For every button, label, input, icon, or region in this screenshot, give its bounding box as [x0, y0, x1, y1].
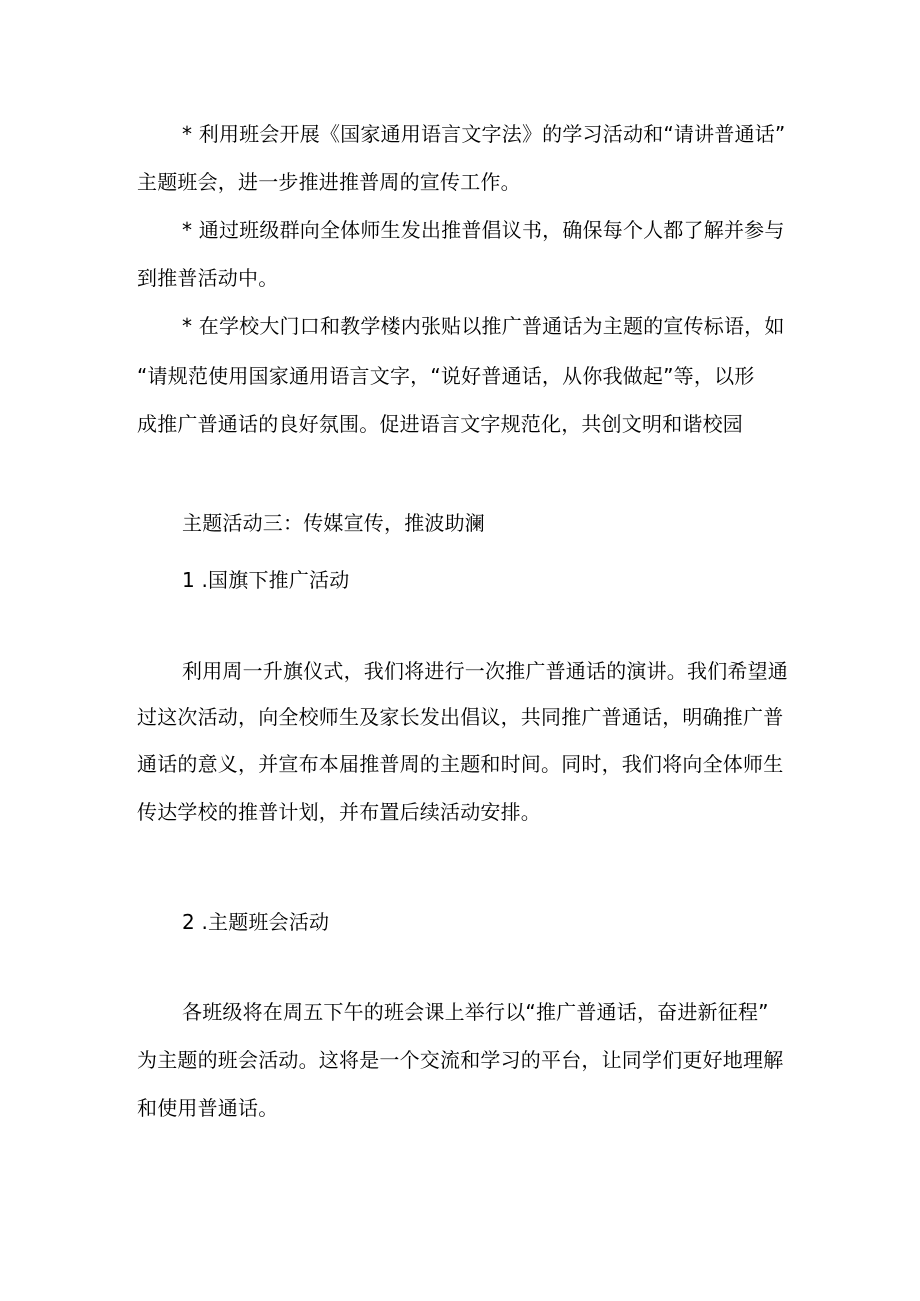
bullet-3-line-2: “请规范使用国家通用语言文字，“说好普通话，从你我做起”等，以形: [137, 364, 755, 388]
subsection-2-line-2: 为主题的班会活动。这将是一个交流和学习的平台，让同学们更好地理解: [137, 1048, 784, 1072]
bullet-1-line-2: 主题班会，进一步推进推普周的宣传工作。: [137, 170, 521, 194]
subsection-1-line-4: 传达学校的推普计划，并布置后续活动安排。: [137, 800, 541, 824]
subsection-1-heading: 1 .国旗下推广活动: [182, 568, 350, 592]
subsection-1-line-2: 过这次活动，向全校师生及家长发出倡议，共同推广普通话，明确推广普: [137, 705, 784, 729]
bullet-2-line-2: 到推普活动中。: [137, 266, 279, 290]
section-heading: 主题活动三：传媒宣传，推波助澜: [182, 511, 485, 535]
subsection-2-line-3: 和使用普通话。: [137, 1096, 279, 1120]
bullet-3-line-1: * 在学校大门口和教学楼内张贴以推广普通话为主题的宣传标语，如: [182, 314, 785, 338]
bullet-1-line-1: * 利用班会开展《国家通用语言文字法》的学习活动和“请讲普通话”: [182, 122, 786, 146]
subsection-2-line-1: 各班级将在周五下午的班会课上举行以“推广普通话，奋进新征程”: [182, 1000, 769, 1024]
subsection-1-line-3: 通话的意义，并宣布本届推普周的主题和时间。同时，我们将向全体师生: [137, 752, 784, 776]
bullet-2-line-1: * 通过班级群向全体师生发出推普倡议书，确保每个人都了解并参与: [182, 218, 785, 242]
bullet-3-line-3: 成推广普通话的良好氛围。促进语言文字规范化，共创文明和谐校园: [137, 412, 743, 436]
subsection-1-line-1: 利用周一升旗仪式，我们将进行一次推广普通话的演讲。我们希望通: [182, 659, 788, 683]
subsection-2-heading: 2 .主题班会活动: [182, 910, 330, 934]
